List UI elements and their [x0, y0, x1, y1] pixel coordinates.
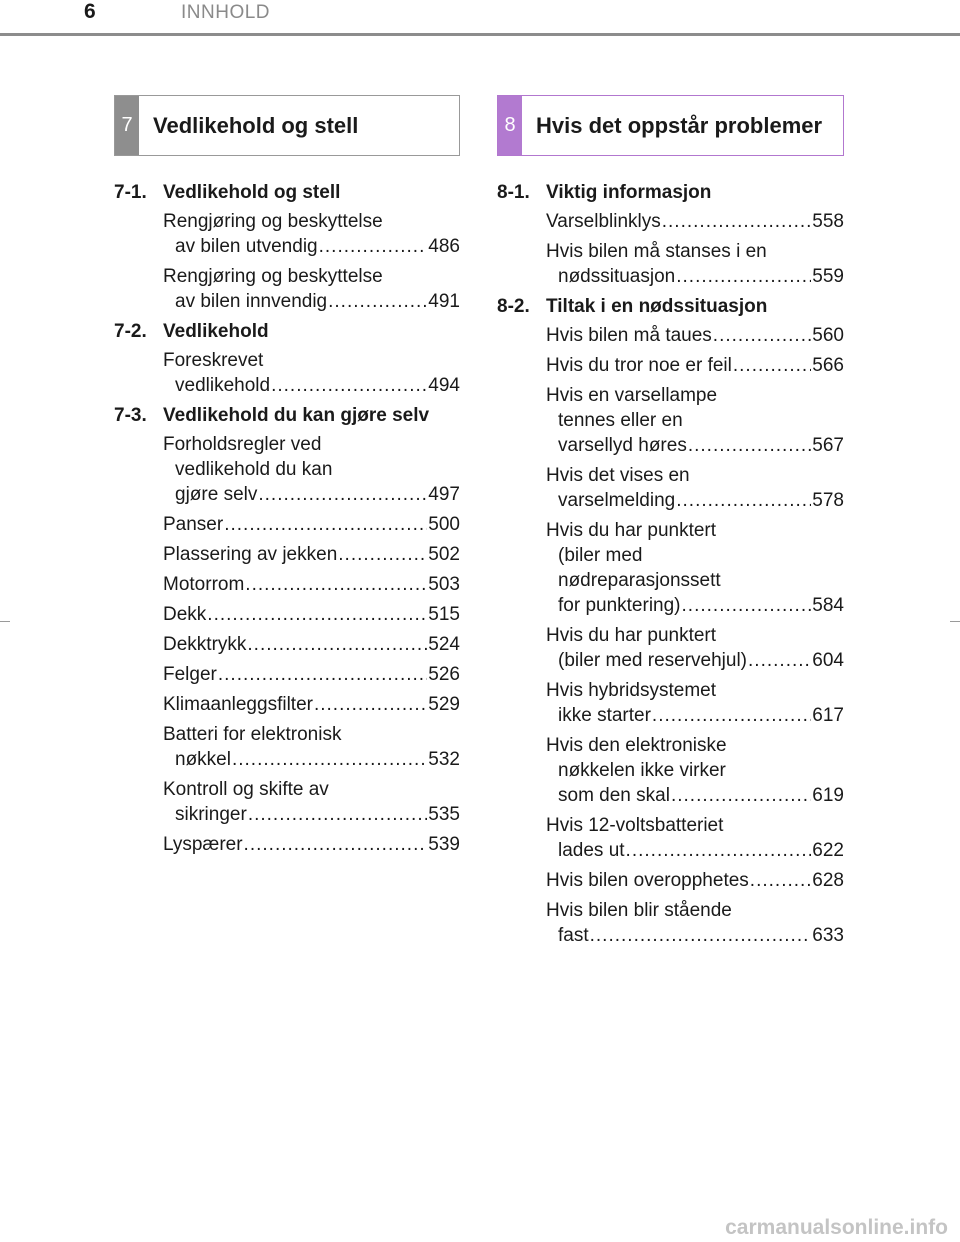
dot-leader	[713, 323, 812, 348]
page-ref: 515	[428, 604, 460, 625]
chapter-title: Hvis det oppstår problemer	[536, 112, 823, 138]
entry-text: (biler med	[558, 545, 643, 566]
entry-text: som den skal	[558, 785, 670, 806]
dot-leader	[662, 209, 812, 234]
entry-text: av bilen utvendig	[175, 236, 318, 257]
entry-last-line	[163, 602, 460, 627]
entry-last-line	[546, 923, 844, 948]
entry-text: vedlikehold	[175, 375, 271, 396]
dot-leader	[258, 482, 427, 507]
header-rule	[0, 33, 960, 36]
entry-text: vedlikehold du kan	[175, 459, 333, 480]
toc-entry[interactable]	[114, 348, 460, 398]
dot-leader	[232, 747, 427, 772]
dot-leader	[676, 488, 811, 513]
entry-text: Hvis bilen blir stående	[546, 900, 732, 921]
entry-last-line	[163, 373, 460, 398]
toc-entry[interactable]	[114, 209, 460, 259]
toc-entry[interactable]	[114, 662, 460, 687]
entry-text: Hvis du tror noe er feil	[546, 355, 732, 376]
toc-entry[interactable]	[497, 678, 844, 728]
page-header	[0, 0, 960, 36]
dot-leader	[245, 572, 427, 597]
entry-text: Hvis bilen må stanses i en	[546, 241, 767, 262]
section-title: Tiltak i en nødssituasjon	[546, 296, 768, 317]
entry-text: Varselblinklys	[546, 211, 661, 232]
dot-leader	[676, 264, 811, 289]
chapter-header-8[interactable]	[497, 95, 844, 156]
entry-text: Hvis du har punktert	[546, 625, 717, 646]
page-ref: 617	[812, 705, 844, 726]
entry-last-line	[546, 209, 844, 234]
dot-leader	[338, 542, 427, 567]
header-section-name: INNHOLD	[181, 2, 271, 23]
entry-text: av bilen innvendig	[175, 291, 328, 312]
toc-entry[interactable]	[114, 692, 460, 717]
toc-entry[interactable]	[497, 209, 844, 234]
page-ref: 502	[428, 544, 460, 565]
section-code: 7-3.	[114, 405, 147, 426]
entry-last-line	[546, 593, 844, 618]
entry-last-line	[546, 838, 844, 863]
page-ref: 497	[428, 484, 460, 505]
entry-last-line	[546, 488, 844, 513]
toc-list	[114, 180, 460, 857]
page-ref: 566	[812, 355, 844, 376]
entry-text: Klimaanleggsfilter	[163, 694, 313, 715]
entry-text: Hvis den elektroniske	[546, 735, 727, 756]
entry-last-line	[163, 832, 460, 857]
toc-section	[114, 319, 460, 398]
section-title: Vedlikehold og stell	[163, 182, 341, 203]
entry-text: Dekktrykk	[163, 634, 247, 655]
entry-text: tennes eller en	[558, 410, 683, 431]
page-ref: 628	[812, 870, 844, 891]
page-ref: 535	[428, 804, 460, 825]
entry-text: Forholdsregler ved	[163, 434, 322, 455]
entry-text: Plassering av jekken	[163, 544, 338, 565]
section-code: 8-1.	[497, 182, 530, 203]
toc-entry[interactable]	[497, 518, 844, 618]
page-ref: 486	[428, 236, 460, 257]
dot-leader	[314, 692, 427, 717]
dot-leader	[733, 353, 811, 378]
entry-last-line	[546, 868, 844, 893]
page-ref: 567	[812, 435, 844, 456]
dot-leader	[652, 703, 811, 728]
dot-leader	[271, 373, 427, 398]
page-ref: 633	[812, 925, 844, 946]
toc-entry[interactable]	[497, 813, 844, 863]
entry-last-line	[163, 512, 460, 537]
toc-entry[interactable]	[497, 383, 844, 458]
dot-leader	[682, 593, 812, 618]
page-ref: 524	[428, 634, 460, 655]
entry-text: for punktering)	[558, 595, 681, 616]
toc-entry[interactable]	[114, 777, 460, 827]
section-title: Viktig informasjon	[546, 182, 712, 203]
page-ref: 578	[812, 490, 844, 511]
page-ref: 529	[428, 694, 460, 715]
section-heading[interactable]	[497, 294, 844, 319]
entry-text: Hvis bilen overopphetes	[546, 870, 749, 891]
toc-section	[497, 180, 844, 289]
page-ref: 560	[812, 325, 844, 346]
page-ref: 503	[428, 574, 460, 595]
section-code: 7-2.	[114, 321, 147, 342]
dot-leader	[748, 648, 811, 673]
entry-text: nødssituasjon	[558, 266, 676, 287]
entry-text: sikringer	[175, 804, 247, 825]
chapter-number: 8	[498, 96, 522, 155]
entry-last-line	[163, 234, 460, 259]
chapter-header-7[interactable]	[114, 95, 460, 156]
entry-text: Rengjøring og beskyttelse	[163, 266, 383, 287]
page-ref: 622	[812, 840, 844, 861]
entry-text: fast	[558, 925, 589, 946]
entry-text: ikke starter	[558, 705, 651, 726]
section-heading[interactable]	[114, 180, 460, 205]
section-heading[interactable]	[114, 403, 460, 428]
toc-entry[interactable]	[497, 733, 844, 808]
entry-text: Hvis du har punktert	[546, 520, 717, 541]
entry-last-line	[546, 353, 844, 378]
entry-text: varsellyd høres	[558, 435, 687, 456]
page-ref: 558	[812, 211, 844, 232]
page-ref: 526	[428, 664, 460, 685]
dot-leader	[248, 802, 427, 827]
toc-section	[497, 294, 844, 948]
page-ref: 500	[428, 514, 460, 535]
entry-last-line	[163, 632, 460, 657]
page-ref: 491	[428, 291, 460, 312]
section-code: 7-1.	[114, 182, 147, 203]
toc-entry[interactable]	[114, 632, 460, 657]
dot-leader	[590, 923, 812, 948]
entry-text: Dekk	[163, 604, 207, 625]
entry-last-line	[546, 648, 844, 673]
entry-text: (biler med reservehjul)	[558, 650, 748, 671]
dot-leader	[328, 289, 427, 314]
toc-entry[interactable]	[114, 264, 460, 314]
dot-leader	[671, 783, 811, 808]
entry-text: varselmelding	[558, 490, 676, 511]
entry-text: Panser	[163, 514, 224, 535]
page-ref: 532	[428, 749, 460, 770]
dot-leader	[626, 838, 812, 863]
entry-text: Hvis 12-voltsbatteriet	[546, 815, 724, 836]
entry-last-line	[163, 482, 460, 507]
entry-last-line	[546, 264, 844, 289]
toc-section	[114, 180, 460, 314]
toc-entry[interactable]	[114, 572, 460, 597]
page-number: 6	[84, 0, 96, 23]
section-heading[interactable]	[497, 180, 844, 205]
toc-entry[interactable]	[497, 353, 844, 378]
dot-leader	[750, 868, 812, 893]
entry-last-line	[546, 703, 844, 728]
dot-leader	[247, 632, 427, 657]
entry-text: nøkkelen ikke virker	[558, 760, 726, 781]
chapter-title: Vedlikehold og stell	[153, 112, 359, 138]
toc-entry[interactable]	[497, 323, 844, 348]
entry-text: Hvis bilen må taues	[546, 325, 712, 346]
toc-entry[interactable]	[114, 722, 460, 772]
toc-entry[interactable]	[114, 542, 460, 567]
dot-leader	[244, 832, 428, 857]
section-title: Vedlikehold	[163, 321, 269, 342]
crop-mark-left	[0, 621, 10, 622]
dot-leader	[207, 602, 427, 627]
entry-text: Hvis hybridsystemet	[546, 680, 716, 701]
page-ref: 559	[812, 266, 844, 287]
toc-entry[interactable]	[497, 623, 844, 673]
dot-leader	[319, 234, 428, 259]
watermark: carmanualsonline.info	[725, 1216, 948, 1239]
entry-text: gjøre selv	[175, 484, 258, 505]
toc-column-left	[114, 95, 460, 862]
entry-last-line	[163, 747, 460, 772]
entry-text: Foreskrevet	[163, 350, 264, 371]
toc-section	[114, 403, 460, 857]
entry-last-line	[163, 542, 460, 567]
toc-entry[interactable]	[114, 832, 460, 857]
toc-entry[interactable]	[114, 432, 460, 507]
entry-last-line	[546, 433, 844, 458]
entry-last-line	[163, 662, 460, 687]
entry-text: Hvis en varsellampe	[546, 385, 718, 406]
section-title: Vedlikehold du kan gjøre selv	[163, 405, 430, 426]
entry-text: Batteri for elektronisk	[163, 724, 342, 745]
chapter-number: 7	[115, 96, 139, 155]
toc-entry[interactable]	[497, 898, 844, 948]
entry-last-line	[546, 323, 844, 348]
section-heading[interactable]	[114, 319, 460, 344]
toc-list	[497, 180, 844, 948]
page-ref: 494	[428, 375, 460, 396]
entry-last-line	[163, 692, 460, 717]
entry-text: Lyspærer	[163, 834, 243, 855]
entry-text: Kontroll og skifte av	[163, 779, 329, 800]
toc-entry[interactable]	[497, 239, 844, 289]
entry-text: nødreparasjonssett	[558, 570, 721, 591]
toc-entry[interactable]	[114, 512, 460, 537]
dot-leader	[218, 662, 427, 687]
entry-text: Hvis det vises en	[546, 465, 690, 486]
toc-column-right	[497, 95, 844, 953]
page-ref: 619	[812, 785, 844, 806]
entry-last-line	[163, 289, 460, 314]
dot-leader	[224, 512, 427, 537]
page-ref: 604	[812, 650, 844, 671]
section-code: 8-2.	[497, 296, 530, 317]
dot-leader	[688, 433, 811, 458]
entry-text: nøkkel	[175, 749, 231, 770]
entry-last-line	[546, 783, 844, 808]
toc-entry[interactable]	[114, 602, 460, 627]
entry-text: Motorrom	[163, 574, 245, 595]
crop-mark-right	[950, 621, 960, 622]
toc-entry[interactable]	[497, 463, 844, 513]
toc-entry[interactable]	[497, 868, 844, 893]
page-ref: 584	[812, 595, 844, 616]
entry-last-line	[163, 572, 460, 597]
entry-text: lades ut	[558, 840, 625, 861]
page-ref: 539	[428, 834, 460, 855]
entry-text: Felger	[163, 664, 217, 685]
entry-last-line	[163, 802, 460, 827]
entry-text: Rengjøring og beskyttelse	[163, 211, 383, 232]
